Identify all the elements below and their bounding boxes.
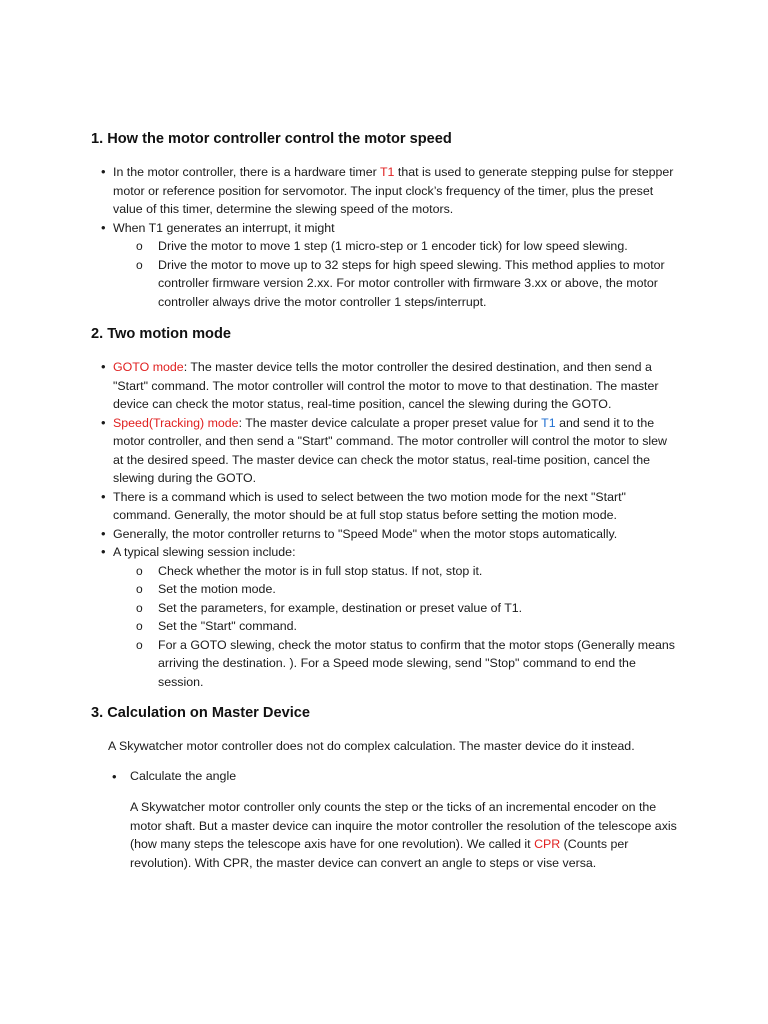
bullet-icon: • — [101, 525, 106, 541]
section-3-intro: A Skywatcher motor controller does not do complex calculation. The master device do it instead. — [108, 739, 635, 753]
t1-highlight: T1 — [379, 165, 395, 179]
sub-bullet-icon: o — [136, 257, 143, 272]
sub-list-item: o Set the "Start" command. — [0, 617, 768, 636]
list-item: • Speed(Tracking) mode: The master device calculate a proper preset value for T1 and send it to the motor controller, and then send a "Start" command. The motor controller will control the motor to slew at the desired speed. The master device can check the motor status, real-time position, cancel the slewing during the GOTO. — [101, 414, 668, 485]
bullet-icon: • — [101, 359, 106, 374]
list-item: • There is a command which is used to select between the two motion mode for the next "Start" command. Generally, the motor should be at full stop status before setting the motion mode. — [101, 488, 626, 522]
list-item: • Generally, the motor controller returns to "Speed Mode" when the motor stops automatically. — [0, 525, 768, 544]
bullet-icon: • — [101, 164, 106, 179]
sub-bullet-icon: o — [136, 239, 143, 253]
bullet-icon: • — [101, 414, 106, 430]
cpr-highlight: CPR — [534, 837, 561, 851]
sub-list-item: o Set the motion mode. — [0, 580, 768, 599]
sub-list-item: o Set the parameters, for example, destination or preset value of T1. — [0, 599, 768, 618]
sub-bullet-icon: o — [136, 619, 143, 633]
sub-list-item: o For a GOTO slewing, check the motor status to confirm that the motor stops (Generally means arriving the destination. ). For a Speed mode slewing, send "Stop" command to end the session. — [136, 637, 675, 689]
section-2-list — [0, 358, 768, 691]
sub-bullet-icon: o — [136, 563, 143, 578]
sub-bullet-icon: o — [136, 582, 143, 596]
section-1-list — [0, 163, 768, 311]
section-3-heading: 3. Calculation on Master Device — [91, 705, 310, 721]
bullet-icon: • — [101, 219, 106, 235]
sub-list-item: o Drive the motor to move 1 step (1 micro-step or 1 encoder tick) for low speed slewing. — [0, 237, 768, 256]
sub-bullet-icon: o — [136, 637, 143, 652]
goto-mode-label: GOTO mode — [113, 360, 184, 374]
sub-list-item: o Drive the motor to move up to 32 steps for high speed slewing. This method applies to motor controller firmware version 2.xx. For motor controller with firmware 3.xx or above, the motor controller always drive the motor controller 1 steps/interrupt. — [136, 257, 665, 309]
bullet-icon: • — [112, 769, 117, 784]
bullet-icon: • — [101, 544, 106, 559]
calculate-angle-item: Calculate the angle — [130, 769, 237, 783]
list-item: • In the motor controller, there is a hardware timer T1 that is used to generate stepping pulse for stepper motor or reference position for servomotor. The input clock’s frequency of the timer, plus the preset value of this timer, determine the slewing speed of the motors. — [101, 164, 674, 216]
list-item: • A typical slewing session include: — [0, 543, 768, 562]
section-2-heading: 2. Two motion mode — [91, 326, 231, 342]
list-item: • When T1 generates an interrupt, it might — [0, 219, 768, 238]
sub-bullet-icon: o — [136, 600, 143, 615]
speed-mode-label: Speed(Tracking) mode — [113, 415, 239, 430]
cpr-paragraph: A Skywatcher motor controller only counts the step or the ticks of an incremental encoder on the motor shaft. But a master device can inquire the motor controller the resolution of the telescope axis (how many steps the telescope axis have for one revolution). We called it CPR (Counts per revolution). With CPR, the master device can convert an angle to steps or vise versa. — [130, 800, 677, 870]
section-1-heading: 1. How the motor controller control the motor speed — [91, 131, 452, 147]
sub-list-item: o Check whether the motor is in full stop status. If not, stop it. — [0, 562, 768, 581]
t1-highlight: T1 — [541, 415, 556, 430]
bullet-icon: • — [101, 488, 106, 504]
list-item: • GOTO mode: The master device tells the motor controller the desired destination, and then send a "Start" command. The motor controller will control the motor to move to that destination. The master device can check the motor status, real-time position, cancel the slewing during the GOTO. — [101, 359, 659, 411]
